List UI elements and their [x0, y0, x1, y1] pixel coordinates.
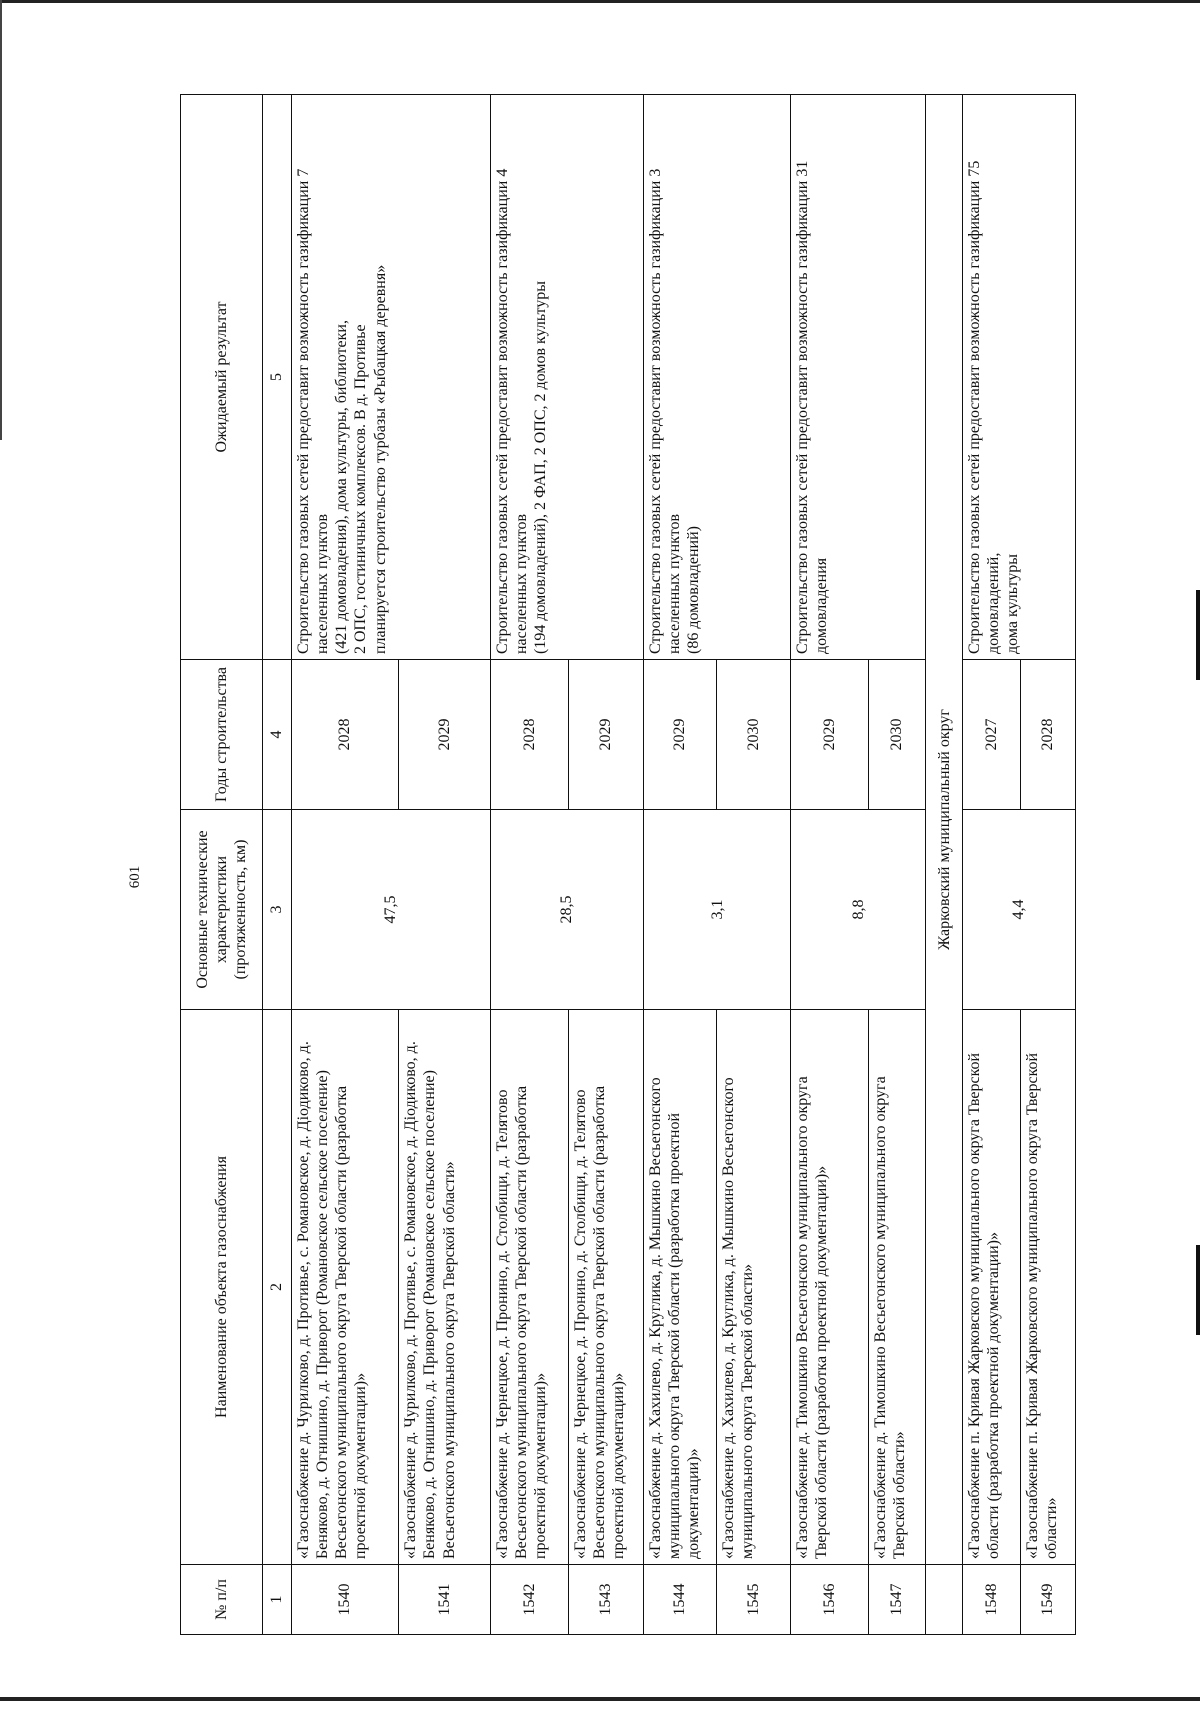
object-name: «Газоснабжение п. Кривая Жарковского муниципального округа Тверской области (разработка проектной документации)» [962, 1010, 1020, 1565]
table-row [962, 95, 1020, 1635]
header-technical-characteristics: Основные технические характеристики (протяженность, км) [181, 810, 263, 1010]
construction-year: 2028 [291, 660, 398, 810]
gas-supply-table [180, 94, 1076, 1635]
object-name: «Газоснабжение д. Тимошкино Весьегонского муниципального округа Тверской области» [868, 1010, 926, 1565]
header-object-name: Наименование объекта газоснабжения [181, 1010, 263, 1565]
expected-result: Строительство газовых сетей предоставит возможность газификации 3 населенных пунктов (86 домовладений) [643, 95, 790, 660]
table-row [791, 95, 869, 1635]
length-km: 8,8 [791, 810, 926, 1010]
object-name: «Газоснабжение д. Тимошкино Весьегонского муниципального округа Тверской области (разработка проектной документации)» [791, 1010, 869, 1565]
page-number: 601 [126, 865, 143, 889]
header-expected-result: Ожидаемый результат [181, 95, 263, 660]
object-name: «Газоснабжение д. Чернецкое, д. Пронино, д. Столбищи, д. Телятово Весьегонского муниципального округа Тверской области (разработка проектной документации)» [568, 1010, 643, 1565]
section-spacer [926, 1565, 963, 1635]
construction-year: 2030 [868, 660, 926, 810]
construction-year: 2027 [962, 660, 1020, 810]
row-number: 1548 [962, 1565, 1020, 1635]
section-row [926, 95, 963, 1635]
row-number: 1544 [643, 1565, 716, 1635]
row-number: 1547 [868, 1565, 926, 1635]
table-row [491, 95, 569, 1635]
column-index: 4 [262, 660, 291, 810]
header-construction-years: Годы строительства [181, 660, 263, 810]
object-name: «Газоснабжение д. Чурилково, д. Противье, с. Романовское, д. Діодиково, д. Беняково, д. Огнишино, д. Приворот (Романовское сельское поселение) Весьегонского муниципального округа Тверской области (разработка проектной документации)» [291, 1010, 398, 1565]
length-km: 3,1 [643, 810, 790, 1010]
table-row [291, 95, 398, 1635]
table-row [643, 95, 716, 1635]
expected-result: Строительство газовых сетей предоставит возможность газификации 31 домовладения [791, 95, 926, 660]
length-km: 4,4 [962, 810, 1075, 1010]
construction-year: 2028 [1020, 660, 1075, 810]
object-name: «Газоснабжение д. Хахилево, д. Круглика, д. Мышкино Весьегонского муниципального округа Тверской области» [717, 1010, 791, 1565]
header-number: № п/п [181, 1565, 263, 1635]
scan-edge-left [0, 0, 2, 440]
length-km: 47,5 [291, 810, 490, 1010]
scan-edge-bottom [0, 1697, 1200, 1701]
column-index-row [262, 95, 291, 1635]
construction-year: 2030 [717, 660, 791, 810]
construction-year: 2029 [399, 660, 491, 810]
construction-year: 2029 [643, 660, 716, 810]
construction-year: 2029 [568, 660, 643, 810]
column-index: 1 [262, 1565, 291, 1635]
object-name: «Газоснабжение д. Чернецкое, д. Пронино, д. Столбищи, д. Телятово Весьегонского муниципального округа Тверской области (разработка проектной документации)» [491, 1010, 569, 1565]
expected-result: Строительство газовых сетей предоставит возможность газификации 75 домовладений, дома культуры [962, 95, 1075, 660]
length-km: 28,5 [491, 810, 644, 1010]
object-name: «Газоснабжение п. Кривая Жарковского муниципального округа Тверской области» [1020, 1010, 1075, 1565]
row-number: 1549 [1020, 1565, 1075, 1635]
row-number: 1541 [399, 1565, 491, 1635]
row-number: 1545 [717, 1565, 791, 1635]
row-number: 1542 [491, 1565, 569, 1635]
row-number: 1540 [291, 1565, 398, 1635]
expected-result: Строительство газовых сетей предоставит возможность газификации 7 населенных пунктов (421 домовладения), дома культуры, библиотеки, 2 ОПС, гостиничных комплексов. В д. Противье планируется строительство турбазы «Рыбацкая деревня» [291, 95, 490, 660]
section-title: Жарковский муниципальный округ [926, 95, 963, 1565]
row-number: 1546 [791, 1565, 869, 1635]
object-name: «Газоснабжение д. Чурилково, д. Противье, с. Романовское, д. Діодиково, д. Беняково, д. Огнишино, д. Приворот (Романовское сельское поселение) Весьегонского муниципального округа Тверской области» [399, 1010, 491, 1565]
object-name: «Газоснабжение д. Хахилево, д. Круглика, д. Мышкино Весьегонского муниципального округа Тверской области (разработка проектной документации)» [643, 1010, 716, 1565]
expected-result: Строительство газовых сетей предоставит возможность газификации 4 населенных пунктов (194 домовладений), 2 ФАП, 2 ОПС, 2 домов культуры [491, 95, 644, 660]
construction-year: 2028 [491, 660, 569, 810]
construction-year: 2029 [791, 660, 869, 810]
scan-mark [1196, 1245, 1200, 1335]
rotated-page [180, 95, 1076, 1635]
column-index: 2 [262, 1010, 291, 1565]
row-number: 1543 [568, 1565, 643, 1635]
column-index: 3 [262, 810, 291, 1010]
scan-edge-top [0, 0, 1200, 3]
table-header-row [181, 95, 263, 1635]
column-index: 5 [262, 95, 291, 660]
scan-mark [1196, 590, 1200, 680]
